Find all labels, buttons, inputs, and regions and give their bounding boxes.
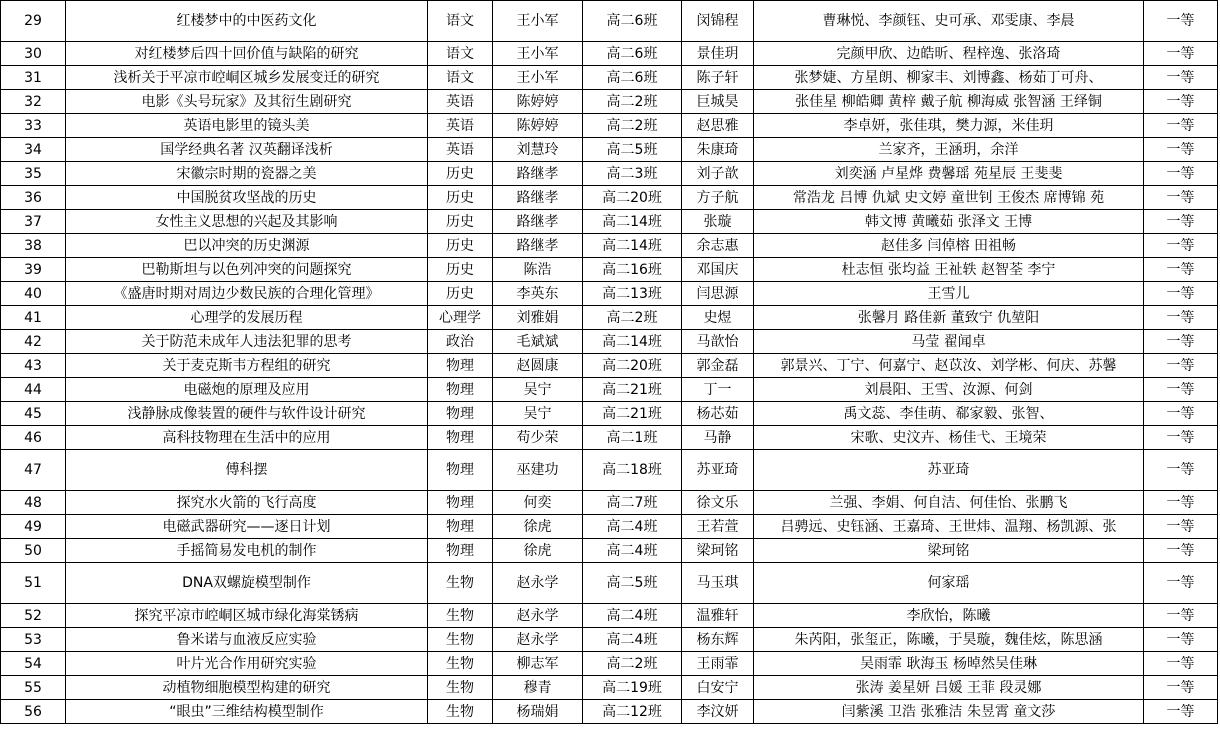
members-cell: 常浩龙 吕博 仇斌 史文婷 童世钊 王俊杰 席博锦 苑 <box>754 186 1144 210</box>
project-title-cell: 红楼梦中的中医药文化 <box>66 1 428 42</box>
leader-cell: 巨城昊 <box>682 90 754 114</box>
teacher-cell: 巫建功 <box>493 450 583 491</box>
table-row <box>1 515 1218 539</box>
teacher-cell: 徐虎 <box>493 539 583 563</box>
members-cell: 苏亚琦 <box>754 450 1144 491</box>
subject-cell: 语文 <box>428 1 493 42</box>
leader-cell: 马静 <box>682 426 754 450</box>
leader-cell: 王若萱 <box>682 515 754 539</box>
row-number-cell: 40 <box>1 282 66 306</box>
leader-cell: 赵思雅 <box>682 114 754 138</box>
subject-cell: 英语 <box>428 138 493 162</box>
row-number-cell: 42 <box>1 330 66 354</box>
award-cell: 一等 <box>1144 330 1218 354</box>
project-title-cell: 国学经典名著 汉英翻译浅析 <box>66 138 428 162</box>
teacher-cell: 路继孝 <box>493 186 583 210</box>
teacher-cell: 路继孝 <box>493 210 583 234</box>
table-row <box>1 90 1218 114</box>
award-cell: 一等 <box>1144 450 1218 491</box>
project-title-cell: 叶片光合作用研究实验 <box>66 652 428 676</box>
members-cell: 李卓妍，张佳琪，樊力源，米佳玥 <box>754 114 1144 138</box>
subject-cell: 语文 <box>428 42 493 66</box>
award-cell: 一等 <box>1144 491 1218 515</box>
teacher-cell: 王小军 <box>493 66 583 90</box>
subject-cell: 语文 <box>428 66 493 90</box>
subject-cell: 生物 <box>428 652 493 676</box>
members-cell: 李欣怡，陈曦 <box>754 604 1144 628</box>
members-cell: 完颜甲欣、边皓昕、程梓逸、张洛琦 <box>754 42 1144 66</box>
class-cell: 高二21班 <box>583 402 682 426</box>
class-cell: 高二19班 <box>583 676 682 700</box>
class-cell: 高二6班 <box>583 66 682 90</box>
subject-cell: 生物 <box>428 563 493 604</box>
project-title-cell: 电磁炮的原理及应用 <box>66 378 428 402</box>
project-title-cell: 英语电影里的镜头美 <box>66 114 428 138</box>
leader-cell: 李汶妍 <box>682 700 754 724</box>
class-cell: 高二2班 <box>583 306 682 330</box>
teacher-cell: 赵圆康 <box>493 354 583 378</box>
leader-cell: 丁一 <box>682 378 754 402</box>
class-cell: 高二14班 <box>583 234 682 258</box>
table-row <box>1 676 1218 700</box>
leader-cell: 苏亚琦 <box>682 450 754 491</box>
award-cell: 一等 <box>1144 114 1218 138</box>
project-title-cell: 女性主义思想的兴起及其影响 <box>66 210 428 234</box>
members-cell: 张佳星 柳皓卿 黄梓 戴子航 柳海威 张智涵 王绎铜 <box>754 90 1144 114</box>
subject-cell: 生物 <box>428 604 493 628</box>
class-cell: 高二2班 <box>583 90 682 114</box>
award-cell: 一等 <box>1144 234 1218 258</box>
members-cell: 梁珂铭 <box>754 539 1144 563</box>
row-number-cell: 29 <box>1 1 66 42</box>
row-number-cell: 43 <box>1 354 66 378</box>
project-title-cell: 《盛唐时期对周边少数民族的合理化管理》 <box>66 282 428 306</box>
class-cell: 高二5班 <box>583 563 682 604</box>
award-cell: 一等 <box>1144 90 1218 114</box>
subject-cell: 历史 <box>428 282 493 306</box>
class-cell: 高二6班 <box>583 1 682 42</box>
project-title-cell: 浅静脉成像装置的硬件与软件设计研究 <box>66 402 428 426</box>
members-cell: 宋歌、史汶卉、杨佳弋、王境荣 <box>754 426 1144 450</box>
table-row <box>1 539 1218 563</box>
members-cell: 何家瑶 <box>754 563 1144 604</box>
award-cell: 一等 <box>1144 162 1218 186</box>
table-row <box>1 491 1218 515</box>
row-number-cell: 48 <box>1 491 66 515</box>
teacher-cell: 陈婷婷 <box>493 114 583 138</box>
subject-cell: 物理 <box>428 426 493 450</box>
members-cell: 兰家齐，王涵玥，余洋 <box>754 138 1144 162</box>
teacher-cell: 穆青 <box>493 676 583 700</box>
teacher-cell: 徐虎 <box>493 515 583 539</box>
members-cell: 禹文蕊、李佳萌、郗家毅、张智、 <box>754 402 1144 426</box>
members-cell: 吴雨霏 耿海玉 杨晫然吴佳琳 <box>754 652 1144 676</box>
row-number-cell: 56 <box>1 700 66 724</box>
table-row <box>1 138 1218 162</box>
row-number-cell: 37 <box>1 210 66 234</box>
project-title-cell: 宋徽宗时期的瓷器之美 <box>66 162 428 186</box>
teacher-cell: 赵永学 <box>493 628 583 652</box>
teacher-cell: 王小军 <box>493 42 583 66</box>
table-row <box>1 162 1218 186</box>
table-row <box>1 234 1218 258</box>
table-row <box>1 114 1218 138</box>
subject-cell: 历史 <box>428 234 493 258</box>
teacher-cell: 吴宁 <box>493 402 583 426</box>
leader-cell: 闫思源 <box>682 282 754 306</box>
project-title-cell: 浅析关于平凉市崆峒区城乡发展变迁的研究 <box>66 66 428 90</box>
teacher-cell: 陈婷婷 <box>493 90 583 114</box>
row-number-cell: 31 <box>1 66 66 90</box>
subject-cell: 生物 <box>428 700 493 724</box>
leader-cell: 温雅轩 <box>682 604 754 628</box>
class-cell: 高二7班 <box>583 491 682 515</box>
leader-cell: 郭金磊 <box>682 354 754 378</box>
row-number-cell: 52 <box>1 604 66 628</box>
subject-cell: 物理 <box>428 354 493 378</box>
table-row <box>1 1 1218 42</box>
award-cell: 一等 <box>1144 1 1218 42</box>
award-cell: 一等 <box>1144 138 1218 162</box>
award-cell: 一等 <box>1144 676 1218 700</box>
project-title-cell: 动植物细胞模型构建的研究 <box>66 676 428 700</box>
table-row <box>1 282 1218 306</box>
row-number-cell: 41 <box>1 306 66 330</box>
project-title-cell: 傅科摆 <box>66 450 428 491</box>
award-cell: 一等 <box>1144 378 1218 402</box>
table-row <box>1 628 1218 652</box>
teacher-cell: 赵永学 <box>493 563 583 604</box>
subject-cell: 英语 <box>428 90 493 114</box>
leader-cell: 方子航 <box>682 186 754 210</box>
subject-cell: 历史 <box>428 258 493 282</box>
award-cell: 一等 <box>1144 282 1218 306</box>
teacher-cell: 杨瑞娟 <box>493 700 583 724</box>
teacher-cell: 路继孝 <box>493 162 583 186</box>
row-number-cell: 55 <box>1 676 66 700</box>
subject-cell: 历史 <box>428 210 493 234</box>
award-cell: 一等 <box>1144 604 1218 628</box>
row-number-cell: 32 <box>1 90 66 114</box>
leader-cell: 邓国庆 <box>682 258 754 282</box>
table-row <box>1 258 1218 282</box>
leader-cell: 景佳玥 <box>682 42 754 66</box>
award-cell: 一等 <box>1144 563 1218 604</box>
table-row <box>1 186 1218 210</box>
class-cell: 高二2班 <box>583 652 682 676</box>
members-cell: 曹琳悦、李颜钰、史可承、邓雯康、李晨 <box>754 1 1144 42</box>
subject-cell: 生物 <box>428 628 493 652</box>
project-title-cell: DNA双螺旋模型制作 <box>66 563 428 604</box>
members-cell: 杜志恒 张均益 王祉轶 赵智荃 李宁 <box>754 258 1144 282</box>
members-cell: 张涛 姜星妍 吕媛 王菲 段灵娜 <box>754 676 1144 700</box>
members-cell: 闫紫溪 卫浩 张雅洁 朱昱霄 童文莎 <box>754 700 1144 724</box>
row-number-cell: 54 <box>1 652 66 676</box>
award-cell: 一等 <box>1144 426 1218 450</box>
members-cell: 马莹 翟闻卓 <box>754 330 1144 354</box>
teacher-cell: 吴宁 <box>493 378 583 402</box>
class-cell: 高二6班 <box>583 42 682 66</box>
leader-cell: 马玉琪 <box>682 563 754 604</box>
row-number-cell: 35 <box>1 162 66 186</box>
leader-cell: 王雨霏 <box>682 652 754 676</box>
row-number-cell: 34 <box>1 138 66 162</box>
award-cell: 一等 <box>1144 628 1218 652</box>
leader-cell: 余志惠 <box>682 234 754 258</box>
class-cell: 高二1班 <box>583 426 682 450</box>
teacher-cell: 刘慧玲 <box>493 138 583 162</box>
teacher-cell: 刘雅娟 <box>493 306 583 330</box>
table-row <box>1 210 1218 234</box>
teacher-cell: 李英东 <box>493 282 583 306</box>
class-cell: 高二5班 <box>583 138 682 162</box>
project-title-cell: 手摇简易发电机的制作 <box>66 539 428 563</box>
class-cell: 高二4班 <box>583 628 682 652</box>
award-cell: 一等 <box>1144 402 1218 426</box>
members-cell: 张梦婕、方星朗、柳家丰、刘博鑫、杨茹丁可舟、 <box>754 66 1144 90</box>
row-number-cell: 33 <box>1 114 66 138</box>
table-row <box>1 700 1218 724</box>
subject-cell: 物理 <box>428 450 493 491</box>
award-cell: 一等 <box>1144 258 1218 282</box>
award-cell: 一等 <box>1144 354 1218 378</box>
award-cell: 一等 <box>1144 66 1218 90</box>
subject-cell: 物理 <box>428 539 493 563</box>
subject-cell: 英语 <box>428 114 493 138</box>
project-title-cell: 心理学的发展历程 <box>66 306 428 330</box>
teacher-cell: 何奕 <box>493 491 583 515</box>
table-row <box>1 42 1218 66</box>
leader-cell: 刘子歆 <box>682 162 754 186</box>
leader-cell: 徐文乐 <box>682 491 754 515</box>
subject-cell: 物理 <box>428 402 493 426</box>
subject-cell: 历史 <box>428 186 493 210</box>
teacher-cell: 毛斌斌 <box>493 330 583 354</box>
leader-cell: 杨东辉 <box>682 628 754 652</box>
members-cell: 张馨月 路佳新 董致宁 仇堃阳 <box>754 306 1144 330</box>
members-cell: 兰强、李娟、何自洁、何佳怡、张鹏飞 <box>754 491 1144 515</box>
table-row <box>1 563 1218 604</box>
row-number-cell: 49 <box>1 515 66 539</box>
award-cell: 一等 <box>1144 515 1218 539</box>
project-title-cell: 对红楼梦后四十回价值与缺陷的研究 <box>66 42 428 66</box>
project-title-cell: 关于麦克斯韦方程组的研究 <box>66 354 428 378</box>
table-row <box>1 306 1218 330</box>
subject-cell: 物理 <box>428 515 493 539</box>
leader-cell: 梁珂铭 <box>682 539 754 563</box>
table-row <box>1 330 1218 354</box>
table-row <box>1 604 1218 628</box>
row-number-cell: 53 <box>1 628 66 652</box>
table-row <box>1 354 1218 378</box>
row-number-cell: 30 <box>1 42 66 66</box>
row-number-cell: 47 <box>1 450 66 491</box>
class-cell: 高二4班 <box>583 515 682 539</box>
table-row <box>1 402 1218 426</box>
members-cell: 刘晨阳、王雪、汝源、何剑 <box>754 378 1144 402</box>
teacher-cell: 苟少荣 <box>493 426 583 450</box>
award-cell: 一等 <box>1144 210 1218 234</box>
project-title-cell: 高科技物理在生活中的应用 <box>66 426 428 450</box>
class-cell: 高二20班 <box>583 354 682 378</box>
class-cell: 高二12班 <box>583 700 682 724</box>
members-cell: 刘奕涵 卢星烨 费馨瑶 苑星辰 王斐斐 <box>754 162 1144 186</box>
award-cell: 一等 <box>1144 652 1218 676</box>
members-cell: 吕骋远、史钰涵、王嘉琦、王世炜、温翔、杨凯源、张 <box>754 515 1144 539</box>
award-cell: 一等 <box>1144 700 1218 724</box>
leader-cell: 史煜 <box>682 306 754 330</box>
table-body <box>1 1 1218 724</box>
project-title-cell: 中国脱贫攻坚战的历史 <box>66 186 428 210</box>
subject-cell: 心理学 <box>428 306 493 330</box>
members-cell: 韩文博 黄曦茹 张泽文 王博 <box>754 210 1144 234</box>
leader-cell: 朱康琦 <box>682 138 754 162</box>
subject-cell: 物理 <box>428 491 493 515</box>
class-cell: 高二4班 <box>583 604 682 628</box>
leader-cell: 杨芯茹 <box>682 402 754 426</box>
row-number-cell: 46 <box>1 426 66 450</box>
class-cell: 高二4班 <box>583 539 682 563</box>
project-title-cell: 关于防范未成年人违法犯罪的思考 <box>66 330 428 354</box>
class-cell: 高二2班 <box>583 114 682 138</box>
project-title-cell: 电影《头号玩家》及其衍生剧研究 <box>66 90 428 114</box>
project-title-cell: 巴以冲突的历史渊源 <box>66 234 428 258</box>
table-row <box>1 450 1218 491</box>
subject-cell: 历史 <box>428 162 493 186</box>
class-cell: 高二21班 <box>583 378 682 402</box>
teacher-cell: 路继孝 <box>493 234 583 258</box>
members-cell: 朱芮阳，张玺正，陈曦，于昊璇，魏佳炫，陈思涵 <box>754 628 1144 652</box>
row-number-cell: 51 <box>1 563 66 604</box>
class-cell: 高二14班 <box>583 210 682 234</box>
award-cell: 一等 <box>1144 42 1218 66</box>
row-number-cell: 45 <box>1 402 66 426</box>
subject-cell: 物理 <box>428 378 493 402</box>
teacher-cell: 赵永学 <box>493 604 583 628</box>
class-cell: 高二14班 <box>583 330 682 354</box>
leader-cell: 张璇 <box>682 210 754 234</box>
table-row <box>1 66 1218 90</box>
row-number-cell: 44 <box>1 378 66 402</box>
project-title-cell: 探究平凉市崆峒区城市绿化海棠锈病 <box>66 604 428 628</box>
award-cell: 一等 <box>1144 306 1218 330</box>
row-number-cell: 36 <box>1 186 66 210</box>
leader-cell: 陈子轩 <box>682 66 754 90</box>
project-title-cell: 电磁武器研究——逐日计划 <box>66 515 428 539</box>
row-number-cell: 38 <box>1 234 66 258</box>
award-cell: 一等 <box>1144 186 1218 210</box>
row-number-cell: 39 <box>1 258 66 282</box>
award-cell: 一等 <box>1144 539 1218 563</box>
leader-cell: 闵锦程 <box>682 1 754 42</box>
table-row <box>1 378 1218 402</box>
class-cell: 高二18班 <box>583 450 682 491</box>
project-title-cell: 鲁米诺与血液反应实验 <box>66 628 428 652</box>
project-title-cell: 探究水火箭的飞行高度 <box>66 491 428 515</box>
teacher-cell: 柳志军 <box>493 652 583 676</box>
table-row <box>1 652 1218 676</box>
table-row <box>1 426 1218 450</box>
subject-cell: 生物 <box>428 676 493 700</box>
leader-cell: 马歆怡 <box>682 330 754 354</box>
leader-cell: 白安宁 <box>682 676 754 700</box>
class-cell: 高二20班 <box>583 186 682 210</box>
project-title-cell: 巴勒斯坦与以色列冲突的问题探究 <box>66 258 428 282</box>
subject-cell: 政治 <box>428 330 493 354</box>
teacher-cell: 陈浩 <box>493 258 583 282</box>
row-number-cell: 50 <box>1 539 66 563</box>
class-cell: 高二13班 <box>583 282 682 306</box>
members-cell: 郭景兴、丁宁、何嘉宁、赵苡汝、刘学彬、何庆、苏馨 <box>754 354 1144 378</box>
project-title-cell: “眼虫”三维结构模型制作 <box>66 700 428 724</box>
teacher-cell: 王小军 <box>493 1 583 42</box>
members-cell: 王雪儿 <box>754 282 1144 306</box>
members-cell: 赵佳多 闫倬榕 田祖畅 <box>754 234 1144 258</box>
class-cell: 高二16班 <box>583 258 682 282</box>
class-cell: 高二3班 <box>583 162 682 186</box>
